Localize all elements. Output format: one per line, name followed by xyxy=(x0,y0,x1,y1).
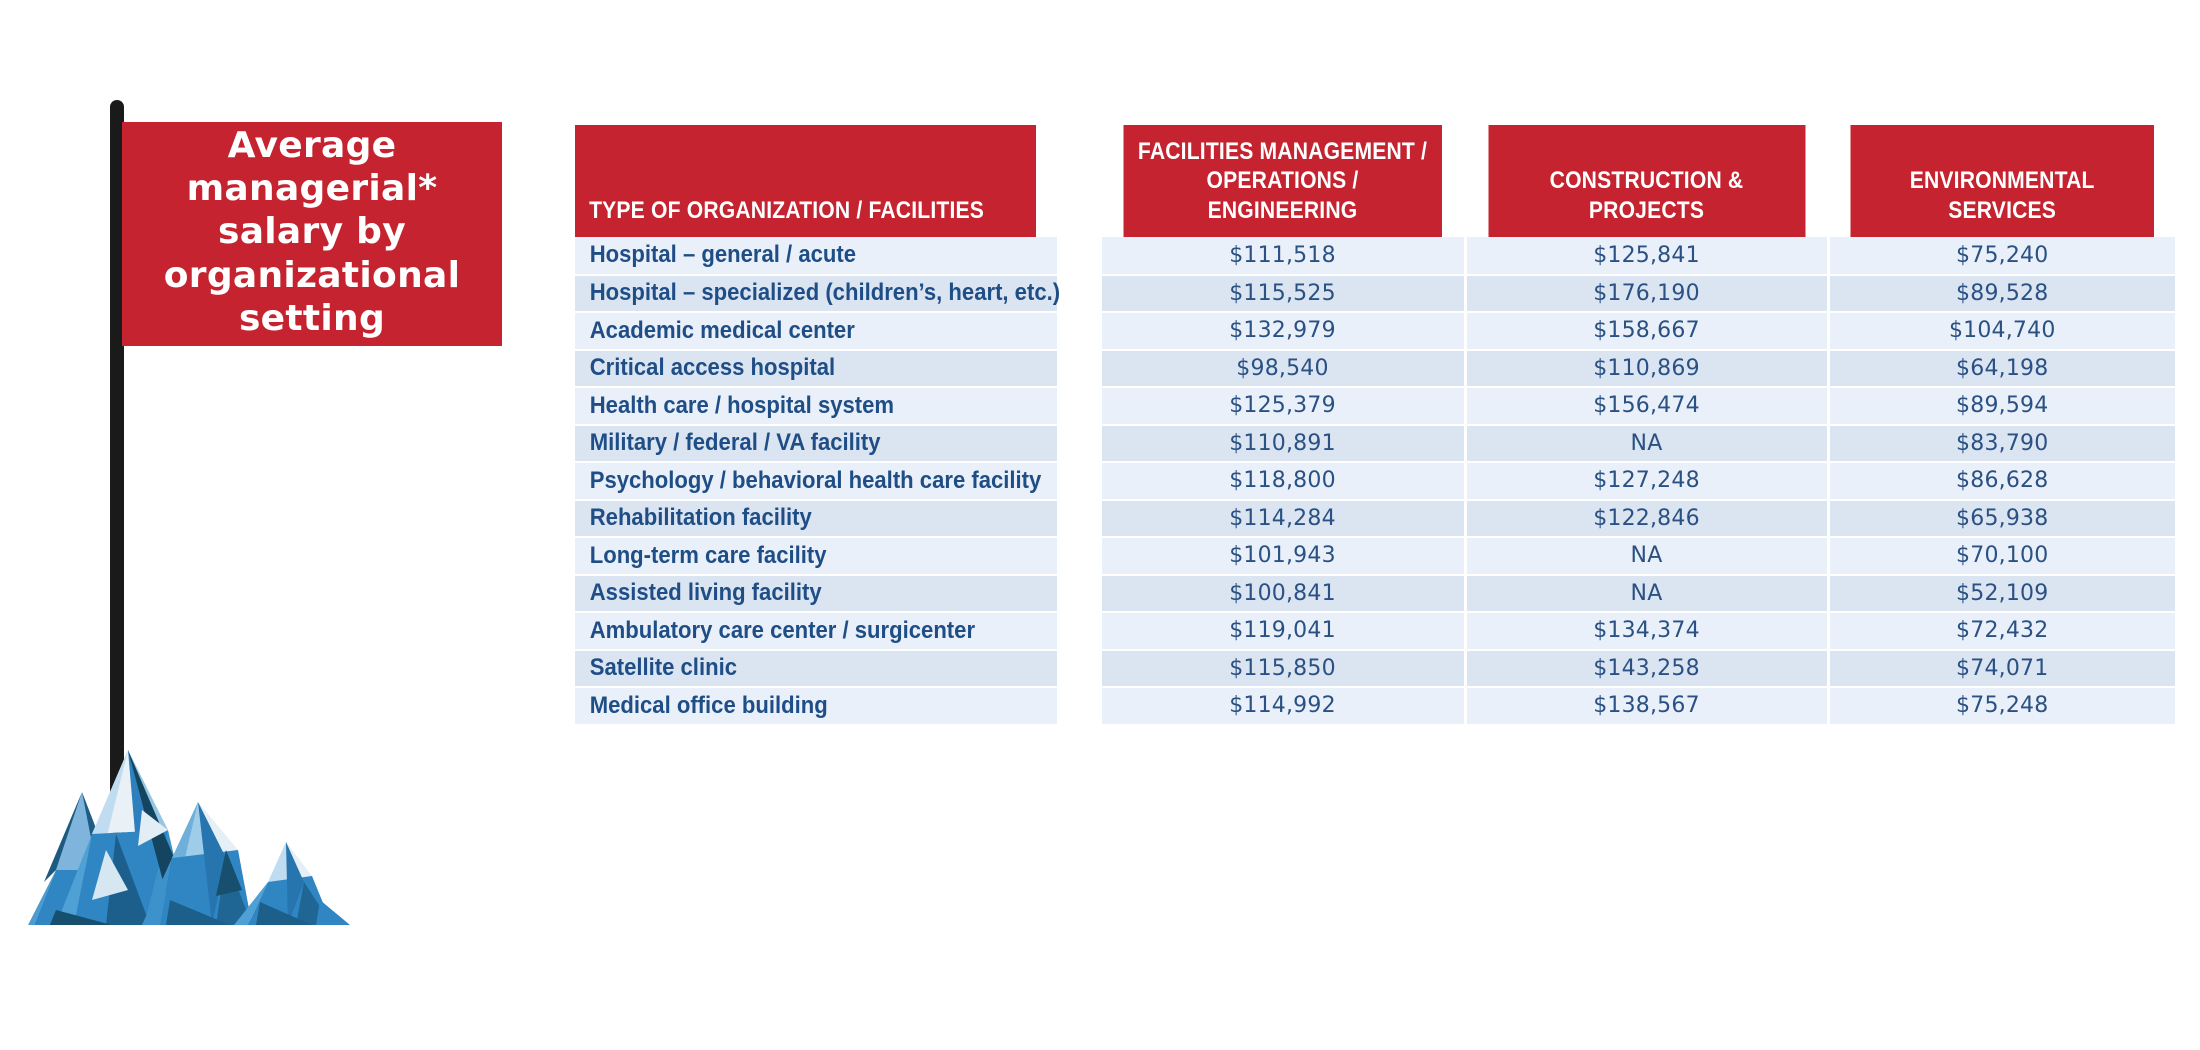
row-label-7: Rehabilitation facility xyxy=(575,500,1058,538)
cell-construction-8: NA xyxy=(1465,537,1828,575)
cell-construction-10: $134,374 xyxy=(1465,612,1828,650)
cell-facilities-3: $98,540 xyxy=(1100,350,1465,388)
table-body xyxy=(575,237,2175,725)
table-row xyxy=(575,237,2175,275)
row-label-3: Critical access hospital xyxy=(575,350,1058,388)
title-banner xyxy=(122,122,502,346)
cell-construction-11: $143,258 xyxy=(1465,650,1828,688)
cell-environmental-8: $70,100 xyxy=(1828,537,2175,575)
row-label-1: Hospital – specialized (children’s, heart, etc.) xyxy=(575,275,1058,313)
cell-environmental-12: $75,248 xyxy=(1828,687,2175,725)
cell-construction-0: $125,841 xyxy=(1465,237,1828,275)
column-header-organization-type: TYPE OF ORGANIZATION / FACILITIES xyxy=(575,125,1037,237)
cell-environmental-5: $83,790 xyxy=(1828,425,2175,463)
cell-environmental-7: $65,938 xyxy=(1828,500,2175,538)
cell-environmental-4: $89,594 xyxy=(1828,387,2175,425)
cell-construction-6: $127,248 xyxy=(1465,462,1828,500)
flag-and-mountains-graphic xyxy=(0,0,520,950)
column-header-facilities-management: FACILITIES MANAGEMENT / OPERATIONS / ENGINEERING xyxy=(1122,125,1443,237)
cell-environmental-11: $74,071 xyxy=(1828,650,2175,688)
cell-construction-5: NA xyxy=(1465,425,1828,463)
cell-facilities-5: $110,891 xyxy=(1100,425,1465,463)
cell-facilities-1: $115,525 xyxy=(1100,275,1465,313)
row-label-9: Assisted living facility xyxy=(575,575,1058,613)
row-label-2: Academic medical center xyxy=(575,312,1058,350)
table-row xyxy=(575,612,2175,650)
cell-environmental-3: $64,198 xyxy=(1828,350,2175,388)
page-title: Average managerial* salary by organizational setting xyxy=(163,125,461,339)
table-header xyxy=(575,125,2175,237)
table-row xyxy=(575,350,2175,388)
cell-construction-7: $122,846 xyxy=(1465,500,1828,538)
cell-facilities-0: $111,518 xyxy=(1100,237,1465,275)
row-label-12: Medical office building xyxy=(575,687,1058,725)
table-row xyxy=(575,500,2175,538)
cell-facilities-11: $115,850 xyxy=(1100,650,1465,688)
cell-environmental-9: $52,109 xyxy=(1828,575,2175,613)
cell-facilities-10: $119,041 xyxy=(1100,612,1465,650)
cell-facilities-6: $118,800 xyxy=(1100,462,1465,500)
cell-facilities-2: $132,979 xyxy=(1100,312,1465,350)
cell-construction-2: $158,667 xyxy=(1465,312,1828,350)
table-row xyxy=(575,462,2175,500)
cell-environmental-6: $86,628 xyxy=(1828,462,2175,500)
column-header-construction-projects: CONSTRUCTION & PROJECTS xyxy=(1487,125,1806,237)
column-header-environmental-services: ENVIRONMENTAL SERVICES xyxy=(1849,125,2154,237)
table-row xyxy=(575,575,2175,613)
cell-construction-4: $156,474 xyxy=(1465,387,1828,425)
table-row xyxy=(575,537,2175,575)
cell-construction-1: $176,190 xyxy=(1465,275,1828,313)
cell-facilities-12: $114,992 xyxy=(1100,687,1465,725)
row-label-4: Health care / hospital system xyxy=(575,387,1058,425)
salary-table xyxy=(575,125,2175,726)
table-row xyxy=(575,312,2175,350)
table-row xyxy=(575,650,2175,688)
cell-environmental-2: $104,740 xyxy=(1828,312,2175,350)
cell-environmental-0: $75,240 xyxy=(1828,237,2175,275)
table-row xyxy=(575,275,2175,313)
mountain-range-illustration xyxy=(20,750,350,932)
cell-environmental-10: $72,432 xyxy=(1828,612,2175,650)
cell-construction-12: $138,567 xyxy=(1465,687,1828,725)
row-label-11: Satellite clinic xyxy=(575,650,1058,688)
table-row xyxy=(575,425,2175,463)
row-label-6: Psychology / behavioral health care facility xyxy=(575,462,1058,500)
cell-environmental-1: $89,528 xyxy=(1828,275,2175,313)
cell-facilities-9: $100,841 xyxy=(1100,575,1465,613)
row-label-10: Ambulatory care center / surgicenter xyxy=(575,612,1058,650)
row-label-0: Hospital – general / acute xyxy=(575,237,1058,275)
cell-facilities-8: $101,943 xyxy=(1100,537,1465,575)
table-header-row xyxy=(575,125,2175,237)
cell-facilities-7: $114,284 xyxy=(1100,500,1465,538)
cell-construction-3: $110,869 xyxy=(1465,350,1828,388)
table-row xyxy=(575,387,2175,425)
table-row xyxy=(575,687,2175,725)
cell-construction-9: NA xyxy=(1465,575,1828,613)
cell-facilities-4: $125,379 xyxy=(1100,387,1465,425)
row-label-8: Long-term care facility xyxy=(575,537,1058,575)
row-label-5: Military / federal / VA facility xyxy=(575,425,1058,463)
